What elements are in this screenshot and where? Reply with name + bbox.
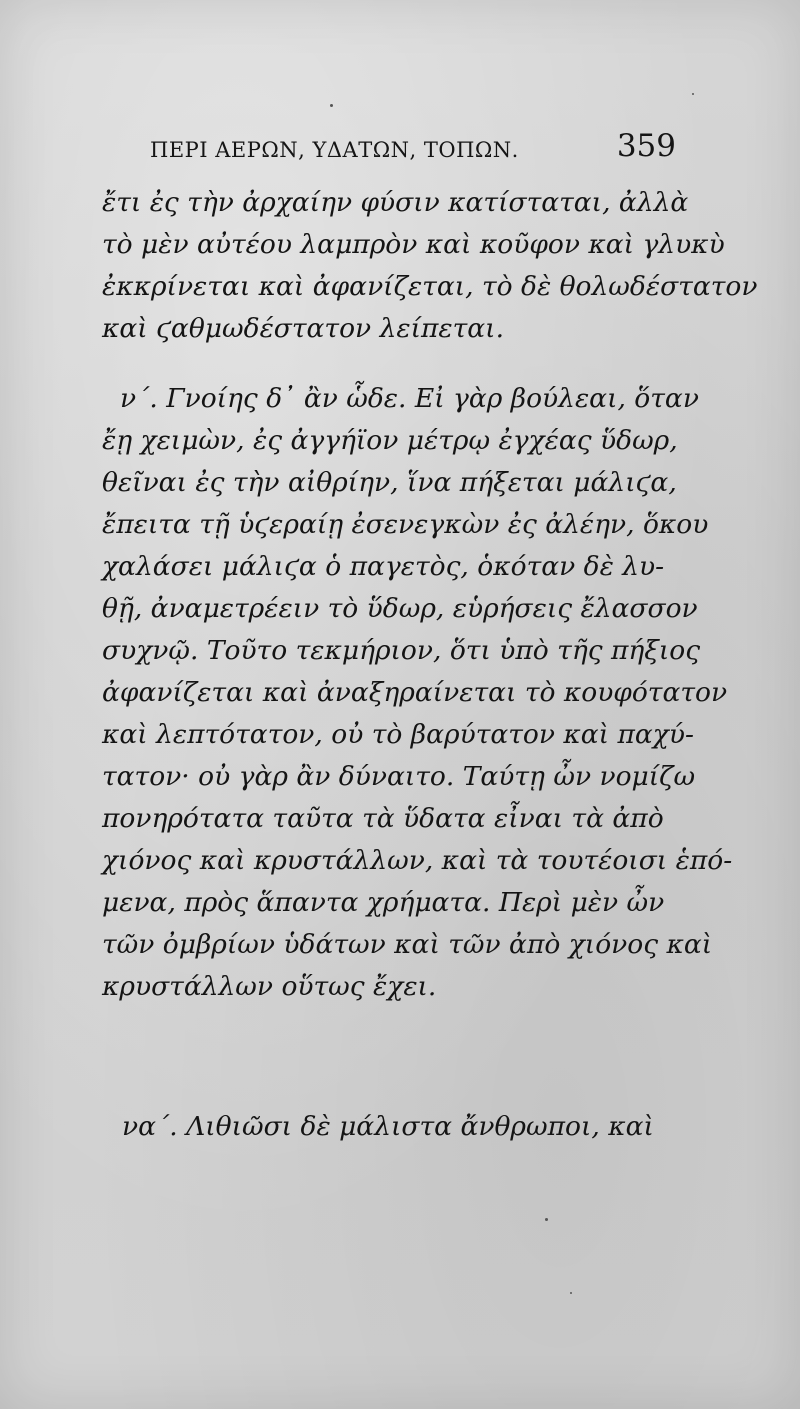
text-line: ἔτι ἐς τὴν ἀρχαίην φύσιν κατίσταται, ἀλλὰ xyxy=(102,187,689,218)
text-line: ἀφανίζεται καὶ ἀναξηραίνεται τὸ κουφότατον xyxy=(102,677,728,708)
page-header xyxy=(150,128,690,172)
text-line: ἔπειτα τῇ ὑϛεραίῃ ἐσενεγκὼν ἐς ἀλέην, ὅκου xyxy=(102,509,709,540)
text-line: ἔῃ χειμὼν, ἐς ἀγγήϊον μέτρῳ ἐγχέας ὕδωρ, xyxy=(102,425,678,456)
text-line: χιόνος καὶ κρυστάλλων, καὶ τὰ τουτέοισι ἑπό- xyxy=(102,845,733,876)
text-line: μενα, πρὸς ἅπαντα χρήματα. Περὶ μὲν ὦν xyxy=(102,887,665,918)
text-line: χαλάσει μάλιϛα ὁ παγετὸς, ὁκόταν δὲ λυ- xyxy=(102,551,665,582)
ink-speck xyxy=(692,93,694,95)
ink-speck xyxy=(330,104,333,107)
body-text xyxy=(102,182,758,1008)
text-line: τατον· οὐ γὰρ ἂν δύναιτο. Ταύτῃ ὦν νομίζω xyxy=(102,761,696,792)
running-head: ΠΕΡΙ ΑΕΡΩΝ, ΥΔΑΤΩΝ, ΤΟΠΩΝ. xyxy=(150,138,519,162)
ink-speck xyxy=(570,1292,572,1294)
paragraph-continuation xyxy=(102,182,758,350)
paragraph-section-50 xyxy=(102,378,733,1008)
text-line: τῶν ὀμβρίων ὑδάτων καὶ τῶν ἀπὸ χιόνος καὶ xyxy=(102,929,713,960)
text-line: κρυστάλλων οὕτως ἔχει. xyxy=(102,971,437,1002)
page-number: 359 xyxy=(616,128,676,164)
text-line: πονηρότατα ταῦτα τὰ ὕδατα εἶναι τὰ ἀπὸ xyxy=(102,803,664,834)
paragraph-section-51 xyxy=(122,1106,692,1148)
text-line: θεῖναι ἐς τὴν αἰθρίην, ἵνα πήξεται μάλιϛα, xyxy=(102,467,677,498)
text-line: να΄. Λιθιῶσι δὲ μάλιστα ἄνθρωποι, καὶ xyxy=(122,1111,654,1142)
text-line: θῇ, ἀναμετρέειν τὸ ὕδωρ, εὑρήσεις ἔλασσον xyxy=(102,593,698,624)
ink-speck xyxy=(545,1218,548,1221)
text-line: ἐκκρίνεται καὶ ἀφανίζεται, τὸ δὲ θολωδέστατον xyxy=(102,271,758,302)
text-line: καὶ λεπτότατον, οὐ τὸ βαρύτατον καὶ παχύ- xyxy=(102,719,694,750)
text-line: τὸ μὲν αὐτέου λαμπρὸν καὶ κοῦφον καὶ γλυκὺ xyxy=(102,229,725,260)
text-line: καὶ ϛαθμωδέστατον λείπεται. xyxy=(102,313,504,344)
text-line: συχνῷ. Τοῦτο τεκμήριον, ὅτι ὑπὸ τῆς πήξιος xyxy=(102,635,701,666)
text-line: ν΄. Γνοίης δ᾽ ἂν ὧδε. Εἰ γὰρ βούλεαι, ὅταν xyxy=(120,383,699,414)
